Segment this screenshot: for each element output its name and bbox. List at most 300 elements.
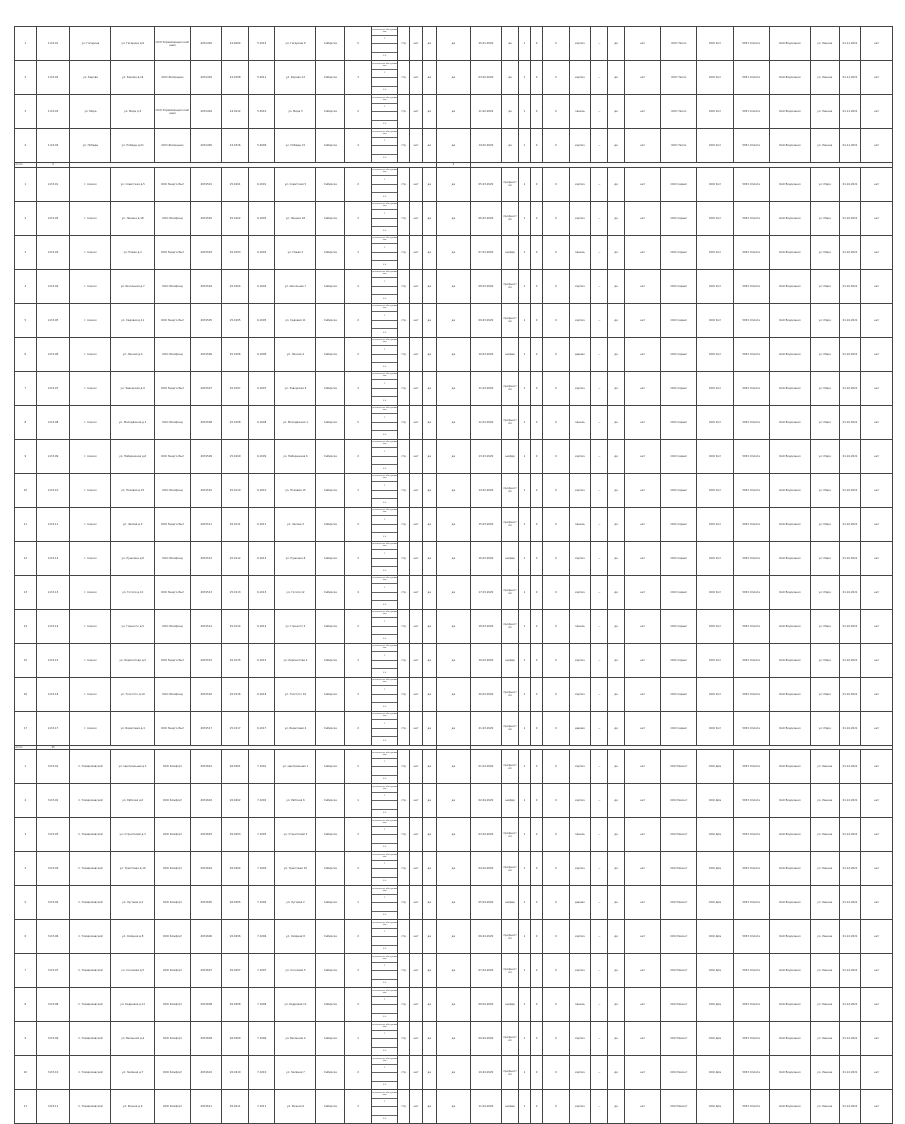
table-cell: 4031403 — [191, 61, 222, 95]
table-cell: 26.0211 — [222, 1090, 249, 1124]
table-cell: 6.1015 — [248, 643, 275, 677]
table-cell: 6.1012 — [248, 541, 275, 575]
table-cell: ООО Жилфонд — [154, 541, 190, 575]
table-cell: 6.1011 — [248, 507, 275, 541]
table-cell: ул. Чехова д.3 — [111, 507, 154, 541]
table-cell: 0 — [531, 473, 543, 507]
table-cell: ООО Уют — [697, 303, 733, 337]
table-cell: 5053 Оплата — [733, 750, 769, 784]
table-cell: 1-КЗ-04 — [36, 129, 70, 163]
table-cell: панель — [569, 818, 591, 852]
table-cell: стр. — [398, 541, 410, 575]
table-cell: нет — [410, 167, 422, 201]
table-cell: ООО Сервис — [661, 303, 697, 337]
table-cell: 1 — [518, 405, 530, 439]
table-cell: 4031512 — [191, 541, 222, 575]
stacked-cell — [371, 818, 398, 852]
table-cell: панель — [569, 507, 591, 541]
table-cell: да — [422, 920, 436, 954]
stacked-cell-line: техническое обслуживание — [372, 920, 398, 929]
stacked-cell-line: 1 — [372, 346, 398, 355]
table-cell: ООО Энергосбыт — [154, 711, 190, 745]
table-cell: 5053 Оплата — [733, 852, 769, 886]
table-cell: 01.12.2021 — [839, 954, 861, 988]
table-cell: шифер — [502, 1090, 519, 1124]
table-cell: кирпич — [569, 541, 591, 575]
table-cell: — — [591, 920, 608, 954]
table-cell: 7.1005 — [248, 886, 275, 920]
table-cell: ОАО Водоканал — [769, 303, 810, 337]
table-cell: 0 — [543, 167, 570, 201]
table-cell: Сибирска — [316, 1056, 345, 1090]
table-cell: да — [608, 988, 625, 1022]
table-cell: 3-КЗ-04 — [36, 852, 70, 886]
table-cell: нет — [410, 61, 422, 95]
table-cell: ООО Энергосбыт — [154, 303, 190, 337]
table-cell: нет — [410, 750, 422, 784]
table-cell: стр. — [398, 201, 410, 235]
table-cell: 5.1012 — [248, 27, 275, 61]
table-row — [15, 129, 893, 163]
table-cell: 1 — [518, 643, 530, 677]
table-cell: да — [422, 167, 436, 201]
table-cell: да — [422, 541, 436, 575]
table-cell: стр. — [398, 473, 410, 507]
table-cell: 25.0102 — [222, 201, 249, 235]
table-cell: ул. Толстого д.19 — [111, 677, 154, 711]
table-cell: да — [608, 677, 625, 711]
table-cell: да — [502, 27, 519, 61]
table-cell: 4031516 — [191, 677, 222, 711]
table-cell: 5052 Оплата — [733, 711, 769, 745]
table-cell: ООО Энергосбыт — [154, 235, 190, 269]
table-cell: — — [591, 235, 608, 269]
table-cell: — — [591, 473, 608, 507]
table-cell: 2-КЗ-03 — [36, 235, 70, 269]
table-cell: профнастил — [502, 1056, 519, 1090]
table-cell: нет — [861, 920, 892, 954]
table-cell: ОАО Водоканал — [769, 920, 810, 954]
table-cell: ул. Центральная 1 — [275, 750, 316, 784]
stacked-cell-line: 1 — [372, 1065, 398, 1074]
table-cell: ул. Победы — [70, 129, 111, 163]
table-cell: 2 — [345, 95, 372, 129]
table-cell: 5.2011 — [248, 61, 275, 95]
stacked-cell-line: техническое обслуживание — [372, 304, 398, 313]
table-row — [15, 167, 893, 201]
table-cell: да — [436, 201, 470, 235]
stacked-cell — [371, 920, 398, 954]
table-cell: стр. — [398, 1056, 410, 1090]
table-cell: 2 — [15, 201, 37, 235]
table-cell: 4031404 — [191, 95, 222, 129]
table-cell: 01.11.2021 — [839, 61, 861, 95]
table-cell: да — [422, 303, 436, 337]
table-cell: п. Тимирязевский — [70, 784, 111, 818]
table-cell: 8 — [15, 405, 37, 439]
table-cell: профнастил — [502, 954, 519, 988]
table-cell: ул. Рабочая 6 — [275, 784, 316, 818]
table-cell: да — [608, 575, 625, 609]
table-cell: 4031609 — [191, 1022, 222, 1056]
table-cell: 01.10.2021 — [839, 507, 861, 541]
table-cell: да — [422, 1022, 436, 1056]
table-cell: профнастил — [502, 1022, 519, 1056]
table-cell: нет — [625, 609, 661, 643]
table-cell: 26.0204 — [222, 852, 249, 886]
table-cell: да — [436, 235, 470, 269]
table-cell: 4031611 — [191, 1090, 222, 1124]
stacked-cell — [371, 201, 398, 235]
table-cell: да — [436, 852, 470, 886]
table-cell: нет — [410, 575, 422, 609]
stacked-cell-line — [372, 593, 398, 602]
table-cell: 2-КЗ-04 — [36, 269, 70, 303]
table-row — [15, 507, 893, 541]
table-cell: 5051 Оплата — [733, 61, 769, 95]
stacked-cell-lines — [372, 610, 398, 643]
stacked-cell-line: 0.0 — [383, 467, 387, 470]
table-cell: 0 — [531, 1056, 543, 1090]
table-cell: 0 — [531, 61, 543, 95]
table-cell: да — [436, 609, 470, 643]
table-cell: да — [436, 643, 470, 677]
table-cell: профнастил — [502, 711, 519, 745]
table-cell: 15.03.2020 — [470, 507, 501, 541]
table-cell: ООО Уют — [697, 473, 733, 507]
stacked-cell-line: 0.0 — [383, 195, 387, 198]
table-cell: нет — [410, 303, 422, 337]
table-cell: ул. Ленина — [810, 1090, 839, 1124]
table-cell: нет — [625, 27, 661, 61]
table-cell: нет — [861, 473, 892, 507]
stacked-cell — [371, 167, 398, 201]
table-cell: нет — [861, 1056, 892, 1090]
table-row — [15, 1022, 893, 1056]
table-cell: 01.12.2021 — [839, 784, 861, 818]
table-cell: 1 — [518, 61, 530, 95]
table-cell: стр. — [398, 643, 410, 677]
table-cell: нет — [625, 95, 661, 129]
table-cell: да — [422, 201, 436, 235]
table-cell: ул. Набережная 6 — [275, 439, 316, 473]
stacked-cell — [371, 954, 398, 988]
table-cell: 03.02.2020 — [470, 61, 501, 95]
stacked-cell — [371, 439, 398, 473]
table-cell: нет — [861, 405, 892, 439]
table-cell: да — [436, 405, 470, 439]
stacked-cell — [371, 61, 398, 95]
table-cell: ООО Тепло — [661, 95, 697, 129]
table-cell: стр. — [398, 852, 410, 886]
table-cell: ООО Комфорт — [154, 886, 190, 920]
table-cell: нет — [625, 439, 661, 473]
table-cell: 11 — [15, 507, 37, 541]
table-cell: 0 — [531, 235, 543, 269]
table-cell: ООО Жилищник — [154, 129, 190, 163]
table-cell: 3-КЗ-02 — [36, 784, 70, 818]
table-cell: ООО Ремонт — [661, 1090, 697, 1124]
table-cell: стр. — [398, 269, 410, 303]
table-cell: 4 — [345, 129, 372, 163]
table-cell: нет — [861, 541, 892, 575]
table-cell: 3-КЗ-03 — [36, 818, 70, 852]
table-cell: 4031610 — [191, 1056, 222, 1090]
stacked-cell-line: 0.0 — [383, 297, 387, 300]
table-cell: нет — [410, 337, 422, 371]
table-cell: 5052 Оплата — [733, 167, 769, 201]
table-cell: г. Ачинск — [70, 711, 111, 745]
table-cell: 05.04.2020 — [470, 886, 501, 920]
table-cell: 1 — [518, 167, 530, 201]
table-cell: ООО Дом — [697, 1022, 733, 1056]
table-cell: нет — [861, 1022, 892, 1056]
stacked-cell-line: техническое обслуживание — [372, 474, 398, 483]
stacked-cell-lines — [372, 988, 398, 1021]
table-cell: Сибирска — [316, 818, 345, 852]
table-cell: да — [436, 818, 470, 852]
stacked-cell-line — [372, 491, 398, 500]
table-cell: 3-КЗ-01 — [36, 750, 70, 784]
stacked-cell-lines — [372, 886, 398, 919]
table-cell: дерево — [569, 886, 591, 920]
stacked-cell-line — [372, 389, 398, 398]
table-cell: нет — [410, 643, 422, 677]
table-cell: 4031603 — [191, 818, 222, 852]
stacked-cell-lines — [372, 474, 398, 507]
table-cell: п. Тимирязевский — [70, 920, 111, 954]
table-cell: да — [436, 95, 470, 129]
table-cell: ул. Мира — [810, 167, 839, 201]
table-cell: 1 — [518, 1022, 530, 1056]
table-cell: да — [422, 1056, 436, 1090]
table-cell: стр. — [398, 167, 410, 201]
table-cell: 0 — [543, 507, 570, 541]
table-cell: 24.0316 — [222, 129, 249, 163]
table-cell: ООО Сервис — [661, 541, 697, 575]
table-cell: ул. Лермонтова 2 — [275, 643, 316, 677]
table-cell: стр. — [398, 954, 410, 988]
stacked-cell-line — [372, 287, 398, 296]
table-cell: — — [591, 129, 608, 163]
table-cell: ООО Комфорт — [154, 750, 190, 784]
table-cell: 21.03.2020 — [470, 711, 501, 745]
table-cell: 2-КЗ-06 — [36, 337, 70, 371]
table-cell: 26.0205 — [222, 886, 249, 920]
table-cell: панель — [569, 95, 591, 129]
table-cell: 09.04.2020 — [470, 1022, 501, 1056]
table-cell: 3-КЗ-10 — [36, 1056, 70, 1090]
table-cell: 0 — [543, 643, 570, 677]
table-cell: шифер — [502, 784, 519, 818]
table-cell: ОАО Водоканал — [769, 643, 810, 677]
table-cell: профнастил — [502, 852, 519, 886]
table-cell: ул. Строителей 3 — [275, 818, 316, 852]
table-cell: 3-КЗ-08 — [36, 988, 70, 1022]
table-cell: 7.1006 — [248, 920, 275, 954]
table-cell: г. Ачинск — [70, 541, 111, 575]
table-cell: 18.03.2020 — [470, 609, 501, 643]
table-cell: 4031509 — [191, 439, 222, 473]
table-cell: 3 — [15, 235, 37, 269]
table-cell: 9 — [15, 1022, 37, 1056]
table-cell: 05.03.2020 — [470, 167, 501, 201]
table-cell: профнастил — [502, 371, 519, 405]
table-cell: 7.1003 — [248, 818, 275, 852]
table-cell: кирпич — [569, 954, 591, 988]
stacked-cell-line — [372, 219, 398, 228]
table-cell: нет — [410, 1022, 422, 1056]
table-cell: Сибирска — [316, 27, 345, 61]
table-cell: нет — [861, 1090, 892, 1124]
table-cell: 3 — [345, 954, 372, 988]
table-cell: ООО Уют — [697, 643, 733, 677]
table-row — [15, 95, 893, 129]
table-cell: ул. Мира — [810, 303, 839, 337]
stacked-cell-line — [372, 112, 398, 121]
table-cell: ООО Сервис — [661, 235, 697, 269]
stacked-cell-lines — [372, 27, 398, 60]
table-cell: 1 — [518, 818, 530, 852]
table-cell: ООО Уют — [697, 609, 733, 643]
table-cell: да — [436, 507, 470, 541]
table-cell: 1-КЗ-02 — [36, 61, 70, 95]
table-cell: 5 — [15, 886, 37, 920]
table-cell: кирпич — [569, 371, 591, 405]
stacked-cell-lines — [372, 852, 398, 885]
table-cell: ОАО Водоканал — [769, 269, 810, 303]
table-cell: нет — [625, 201, 661, 235]
table-cell: ул. Береговая д.4 — [111, 711, 154, 745]
table-cell: — — [591, 677, 608, 711]
table-cell: ООО Уют — [697, 61, 733, 95]
table-cell: да — [436, 1090, 470, 1124]
table-cell: 5052 Оплата — [733, 609, 769, 643]
table-cell: ул. Речная 9 — [275, 1090, 316, 1124]
stacked-cell-line: 1 — [372, 929, 398, 938]
table-cell: 1 — [518, 303, 530, 337]
stacked-cell-lines — [372, 95, 398, 128]
table-cell: стр. — [398, 1022, 410, 1056]
table-row — [15, 473, 893, 507]
table-cell: ул. Полевая д.15 — [111, 473, 154, 507]
table-cell: Сибирска — [316, 371, 345, 405]
table-cell: 01.10.2021 — [839, 201, 861, 235]
table-cell: Сибирска — [316, 750, 345, 784]
table-cell: 0 — [531, 575, 543, 609]
table-cell: ООО Дом — [697, 784, 733, 818]
table-cell: 2-КЗ-15 — [36, 643, 70, 677]
table-cell: 5051 Оплата — [733, 95, 769, 129]
table-row — [15, 988, 893, 1022]
table-cell: 26.0209 — [222, 1022, 249, 1056]
table-cell: 4031515 — [191, 643, 222, 677]
table-cell: кирпич — [569, 643, 591, 677]
stacked-cell-line: техническое обслуживание — [372, 1022, 398, 1031]
table-cell: нет — [625, 1056, 661, 1090]
table-cell: ул. Толстого 19 — [275, 677, 316, 711]
table-row — [15, 750, 893, 784]
table-cell: ул. Строителей д.3 — [111, 818, 154, 852]
table-cell: ул. Победы д.21 — [111, 129, 154, 163]
table-cell: нет — [861, 129, 892, 163]
table-cell: кирпич — [569, 677, 591, 711]
table-cell: да — [436, 575, 470, 609]
table-cell: 06.04.2020 — [470, 920, 501, 954]
stacked-cell-line: 1 — [372, 448, 398, 457]
table-cell: да — [436, 750, 470, 784]
table-cell: да — [422, 609, 436, 643]
table-cell: 1 — [518, 27, 530, 61]
table-cell: шифер — [502, 337, 519, 371]
table-cell: 07.03.2020 — [470, 235, 501, 269]
table-cell: да — [422, 988, 436, 1022]
table-cell: ООО Жилфонд — [154, 405, 190, 439]
stacked-cell — [371, 269, 398, 303]
table-cell: панель — [569, 988, 591, 1022]
table-cell: да — [436, 541, 470, 575]
table-cell: 01.10.2021 — [839, 643, 861, 677]
table-cell: 0 — [543, 1056, 570, 1090]
table-cell: нет — [625, 405, 661, 439]
table-cell: 5.3010 — [248, 95, 275, 129]
table-cell: ООО Жилфонд — [154, 201, 190, 235]
table-cell: 10 — [15, 1056, 37, 1090]
table-cell: да — [436, 988, 470, 1022]
stacked-cell-line: техническое обслуживание — [372, 1090, 398, 1099]
table-cell: 0 — [543, 269, 570, 303]
table-cell: 5052 Оплата — [733, 473, 769, 507]
table-cell: 25.0103 — [222, 235, 249, 269]
table-cell: стр. — [398, 818, 410, 852]
table-cell: 20.03.2020 — [470, 677, 501, 711]
table-cell: 4031513 — [191, 575, 222, 609]
table-cell: ул. Молодёжная д.1 — [111, 405, 154, 439]
table-cell: ул. Ленина — [810, 988, 839, 1022]
table-cell: нет — [625, 129, 661, 163]
table-cell: г. Ачинск — [70, 507, 111, 541]
table-cell: ул. Гоголя д.12 — [111, 575, 154, 609]
stacked-cell — [371, 1090, 398, 1124]
table-cell: 0 — [531, 405, 543, 439]
table-row — [15, 784, 893, 818]
table-cell: ул. Ленина — [810, 61, 839, 95]
table-cell: ОАО Водоканал — [769, 575, 810, 609]
table-cell: нет — [861, 988, 892, 1022]
table-cell: Сибирска — [316, 954, 345, 988]
table-cell: Сибирска — [316, 61, 345, 95]
table-cell: ОАО Водоканал — [769, 818, 810, 852]
table-cell: 1 — [518, 954, 530, 988]
table-cell: 10 — [15, 473, 37, 507]
table-cell: ОАО Водоканал — [769, 235, 810, 269]
stacked-cell-line — [372, 423, 398, 432]
stacked-cell-line: техническое обслуживание — [372, 508, 398, 517]
table-cell: 0 — [531, 95, 543, 129]
stacked-cell-lines — [372, 338, 398, 371]
stacked-cell-line: 0.0 — [383, 365, 387, 368]
table-cell: нет — [625, 784, 661, 818]
table-cell: нет — [625, 235, 661, 269]
table-cell: ул. Гагарина д.9 — [111, 27, 154, 61]
table-cell: ул. Заводская 9 — [275, 371, 316, 405]
table-cell: да — [422, 473, 436, 507]
table-cell: ул. Мира — [810, 337, 839, 371]
stacked-cell-lines — [372, 61, 398, 94]
table-cell: 25.0111 — [222, 507, 249, 541]
table-cell: да — [608, 886, 625, 920]
stacked-cell — [371, 886, 398, 920]
